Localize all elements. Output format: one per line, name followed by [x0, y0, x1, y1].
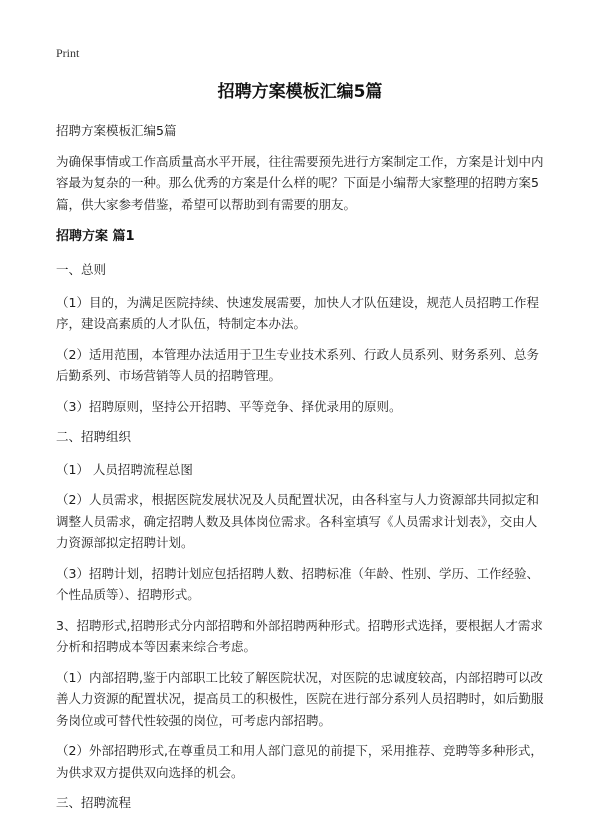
paragraph-flowchart: （1） 人员招聘流程总图	[56, 461, 193, 477]
paragraph-forms: 3、招聘形式,招聘形式分内部招聘和外部招聘两种形式。招聘形式选择，要根据人才需求分析和招聘成本等因素来综合考虑。	[56, 617, 543, 654]
paragraph-external: （2）外部招聘形式,在尊重员工和用人部门意见的前提下，采用推荐、竞聘等多种形式，为供求双方提供双向选择的机会。	[56, 743, 543, 780]
document-body	[56, 120, 546, 825]
paragraph-purpose: （1）目的，为满足医院持续、快速发展需要，加快人才队伍建设，规范人员招聘工作程序，建设高素质的人才队伍，特制定本办法。	[56, 294, 539, 331]
intro-subtitle: 招聘方案模板汇编5篇	[56, 123, 177, 138]
article-heading: 招聘方案 篇1	[56, 229, 135, 244]
print-link[interactable]: Print	[56, 46, 80, 60]
paragraph-principle: （3）招聘原则，坚持公开招聘、平等竞争、择优录用的原则。	[56, 398, 402, 414]
paragraph-internal: （1）内部招聘,鉴于内部职工比较了解医院状况，对医院的忠诚度较高，内部招聘可以改善人力资源的配置状况，提高员工的积极性，医院在进行部分系列人员招聘时，如后勤服务岗位或可替代性较强的岗位，可考虑内部招聘。	[56, 669, 544, 728]
section-organization: 二、招聘组织	[56, 429, 132, 444]
intro-paragraph: 为确保事情或工作高质量高水平开展，往往需要预先进行方案制定工作，方案是计划中内容最为复杂的一种。那么优秀的方案是什么样的呢？下面是小编帮大家整理的招聘方案5篇，供大家参考借鉴，希望可以帮助到有需要的朋友。	[56, 153, 544, 212]
document-title: 招聘方案模板汇编5篇	[217, 82, 383, 102]
paragraph-demand: （2）人员需求，根据医院发展状况及人员配置状况，由各科室与人力资源部共同拟定和调整人员需求，确定招聘人数及具体岗位需求。各科室填写《人员需求计划表》，交由人力资源部拟定招聘计划。	[56, 492, 539, 550]
paragraph-plan: （3）招聘计划，招聘计划应包括招聘人数、招聘标准（年龄、性别、学历、工作经验、个性品质等）、招聘形式。	[56, 565, 539, 602]
section-general: 一、总则	[56, 262, 107, 277]
paragraph-scope: （2）适用范围，本管理办法适用于卫生专业技术系列、行政人员系列、财务系列、总务后勤系列、市场营销等人员的招聘管理。	[56, 346, 539, 383]
section-process: 三、招聘流程	[56, 795, 132, 810]
